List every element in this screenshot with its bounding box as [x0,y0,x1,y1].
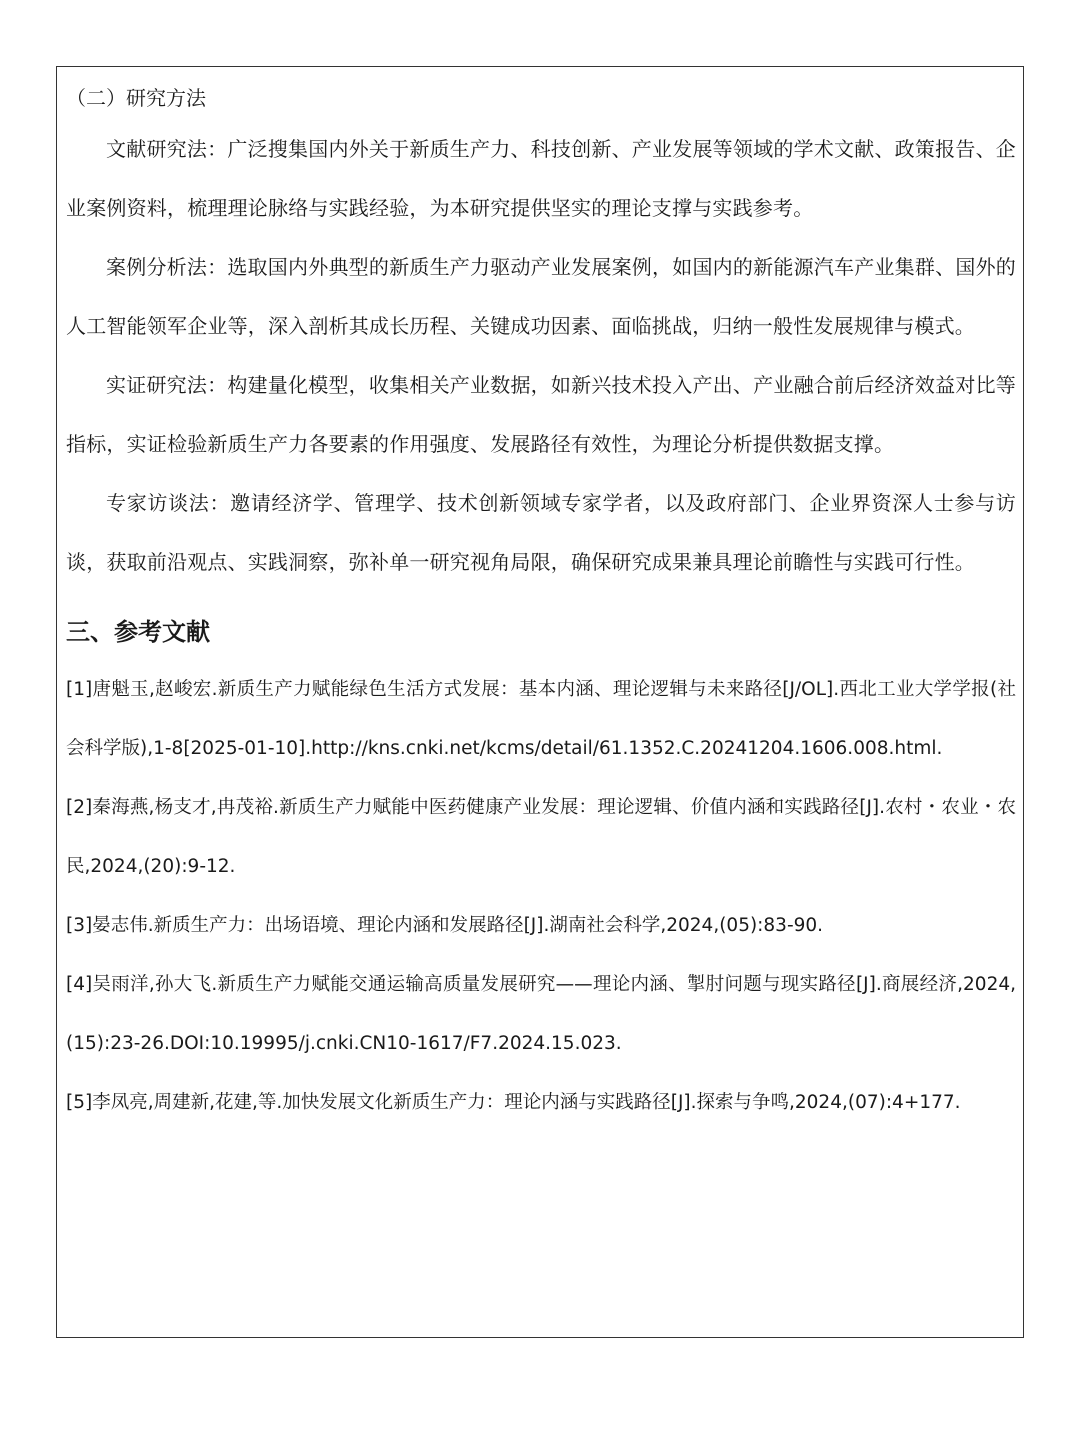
document-body [66,76,1016,1132]
methods-paragraph-interview: 专家访谈法：邀请经济学、管理学、技术创新领域专家学者，以及政府部门、企业界资深人士参与访谈，获取前沿观点、实践洞察，弥补单一研究视角局限，确保研究成果兼具理论前瞻性与实践可行性。 [66,491,1016,574]
reference-item-2: [2]秦海燕,杨支才,冉茂裕.新质生产力赋能中医药健康产业发展：理论逻辑、价值内涵和实践路径[J].农村・农业・农民,2024,(20):9-12. [66,797,1016,877]
methods-paragraph-literature: 文献研究法：广泛搜集国内外关于新质生产力、科技创新、产业发展等领域的学术文献、政策报告、企业案例资料，梳理理论脉络与实践经验，为本研究提供坚实的理论支撑与实践参考。 [66,137,1016,220]
methods-paragraph-case-study: 案例分析法：选取国内外典型的新质生产力驱动产业发展案例，如国内的新能源汽车产业集群、国外的人工智能领军企业等，深入剖析其成长历程、关键成功因素、面临挑战，归纳一般性发展规律与模式。 [66,255,1016,338]
reference-item-3: [3]晏志伟.新质生产力：出场语境、理论内涵和发展路径[J].湖南社会科学,2024,(05):83-90. [66,915,824,936]
methods-paragraph-empirical: 实证研究法：构建量化模型，收集相关产业数据，如新兴技术投入产出、产业融合前后经济效益对比等指标，实证检验新质生产力各要素的作用强度、发展路径有效性，为理论分析提供数据支撑。 [66,373,1016,456]
reference-item-4: [4]吴雨洋,孙大飞.新质生产力赋能交通运输高质量发展研究——理论内涵、掣肘问题与现实路径[J].商展经济,2024,(15):23-26.DOI:10.19995/j.cnki.CN10-1617/F7.2024.15.023. [66,974,1016,1054]
reference-item-5: [5]李凤亮,周建新,花建,等.加快发展文化新质生产力：理论内涵与实践路径[J].探索与争鸣,2024,(07):4+177. [66,1092,961,1113]
references-heading: 三、参考文献 [66,618,210,646]
reference-item-1: [1]唐魁玉,赵峻宏.新质生产力赋能绿色生活方式发展：基本内涵、理论逻辑与未来路径[J/OL].西北工业大学学报(社会科学版),1-8[2025-01-10].http://kns.cnki.net/kcms/detail/61.1352.C.20241204.1606.008.html. [66,679,1016,759]
methods-heading: （二）研究方法 [66,86,206,110]
